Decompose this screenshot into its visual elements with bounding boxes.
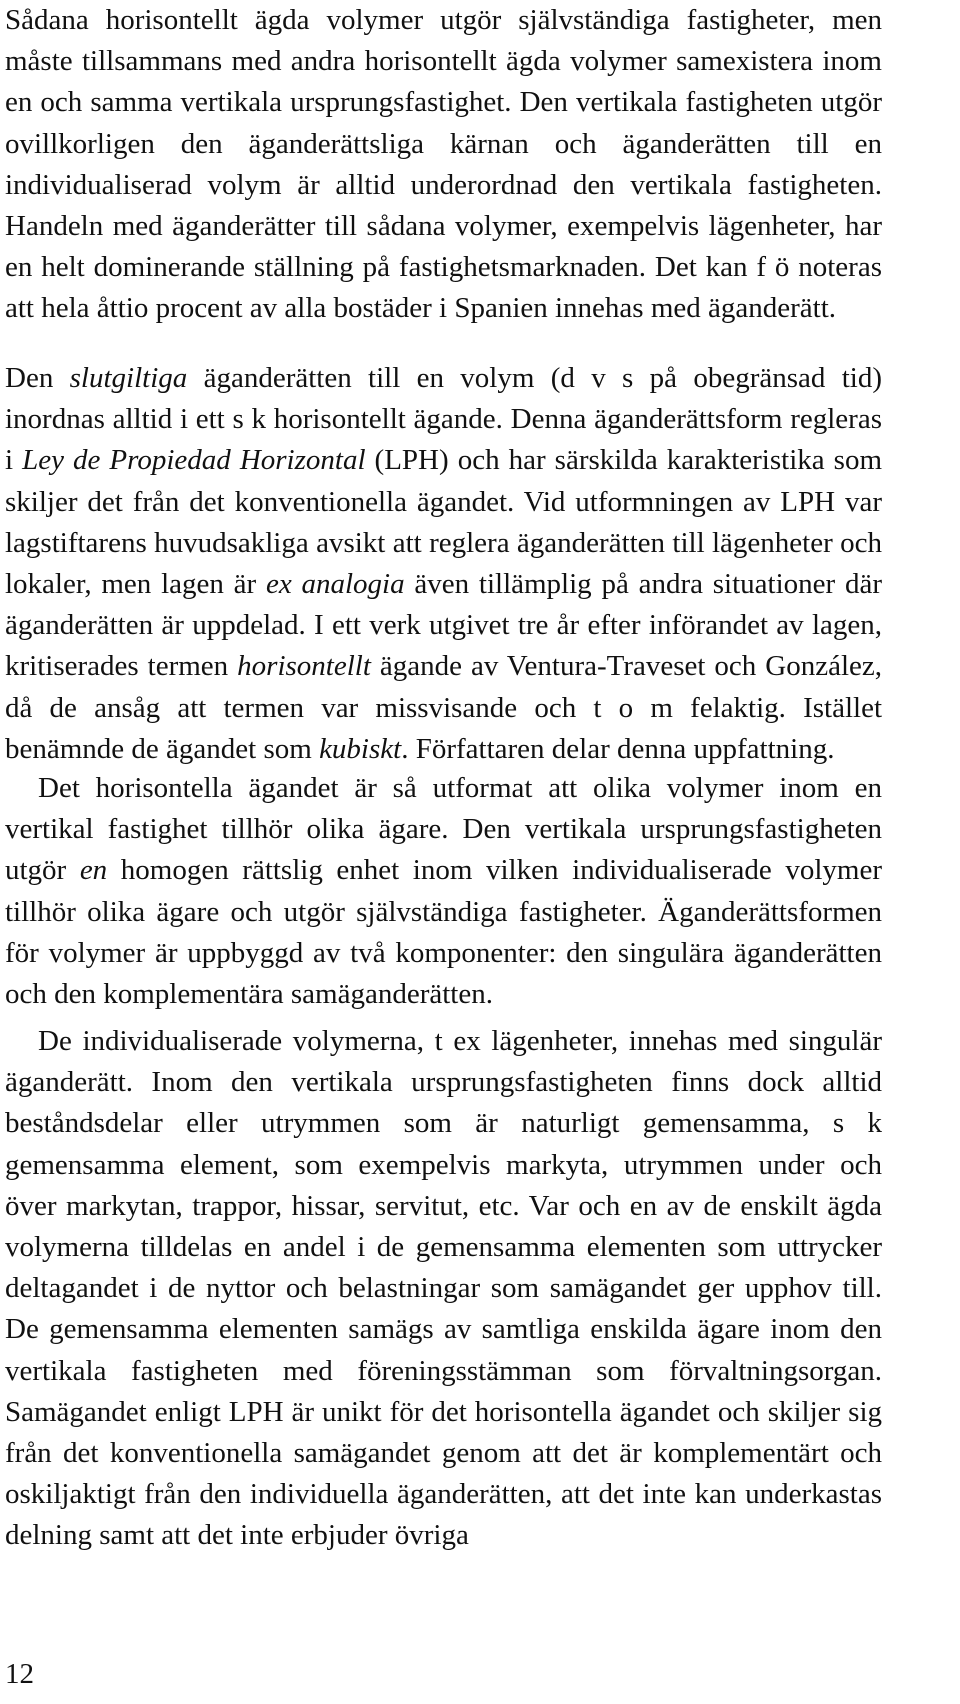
page-number: 12 [5,1658,34,1690]
italic-term-en: en [79,854,108,887]
paragraph-2-text: även tillämplig på andra situationer där äganderätten är uppdelad. I ett verk utgivet tre år efter införandet av lagen, kritiserades termen [5,568,882,683]
italic-term-slutgiltiga: slutgiltiga [69,362,188,394]
paragraph-2-text: (LPH) och har särskilda karakteristika som skiljer det från det konventionella ägandet. Vid utformningen av LPH var lagstiftarens huvudsakliga avsikt att reglera äganderätten till lägenheter och lokaler, men lagen är [5,444,883,601]
paragraph-2-text: Den [5,362,70,394]
paragraph-2-text: . Författaren delar denna uppfattning. [401,732,835,765]
paragraph-1-text: Sådana horisontellt ägda volymer utgör självständiga fastigheter, men måste tillsammans med andra horisontellt ägda volymer samexistera inom en och samma vertikala ursprungsfastighet. Den vertikala fastigheten utgör ovillkorligen den äganderättsliga kärnan och äganderätten till en individualiserad volym är alltid underordnad den vertikala fastigheten. Handeln med äganderätter till sådana volymer, exempelvis lägenheter, har en helt dominerande ställning på fastighetsmarknaden. Det kan f ö noteras att hela åttio procent av alla bostäder i Spanien innehas med äganderätt. [5,4,882,325]
italic-term-horisontellt: horisontellt [237,650,371,683]
italic-law-title: Ley de Propiedad Horizontal [22,444,366,477]
paragraph-3-text: homogen rättslig enhet inom vilken individualiserade volymer tillhör olika ägare och utgör självständiga fastigheter. Äganderättsformen för volymer är uppbyggd av två komponenter: den singulära äganderätten och den komplementära samäganderätten. [5,854,883,1011]
italic-term-ex-analogia: ex analogia [265,568,405,601]
paragraph-2-text: ägande av Ventura-Traveset och González, då de ansåg att termen var missvisande och t o m felaktig. Istället benämnde de ägandet som [5,650,883,765]
paragraph-4 [5,1021,882,1557]
paragraph-2-text: äganderätten till en volym (d v s på obegränsad tid) inordnas alltid i ett s k horisontellt ägande. Denna äganderättsform regleras i [5,362,882,477]
paragraph-2 [5,358,882,770]
paragraph-4-text: De individualiserade volymerna, t ex lägenheter, innehas med singulär äganderätt. Inom den vertikala ursprungsfastigheten finns dock alltid beståndsdelar eller utrymmen som är naturligt gemensamma, s k gemensamma element, som exempelvis markyta, utrymmen under och över markytan, trappor, hissar, servitut, etc. Var och en av de enskilt ägda volymerna tilldelas en andel i de gemensamma elementen som uttrycker deltagandet i de nyttor och belastningar som samägandet ger upphov till. De gemensamma elementen samägs av samtliga enskilda ägare inom den vertikala fastigheten med föreningsstämman som förvaltningsorgan. Samägandet enligt LPH är unikt för det horisontella ägandet och skiljer sig från det konventionella samägandet genom att det är komplementärt och oskiljaktigt från den individuella äganderätten, att det inte kan underkastas delning samt att det inte erbjuder övriga [5,1025,882,1552]
paragraph-3-text: Det horisontella ägandet är så utformat att olika volymer inom en vertikal fastighet tillhör olika ägare. Den vertikala ursprungsfastigheten utgör [5,772,882,887]
italic-term-kubiskt: kubiskt [319,732,402,765]
paragraph-1 [5,0,882,330]
paragraph-3 [5,768,882,1015]
